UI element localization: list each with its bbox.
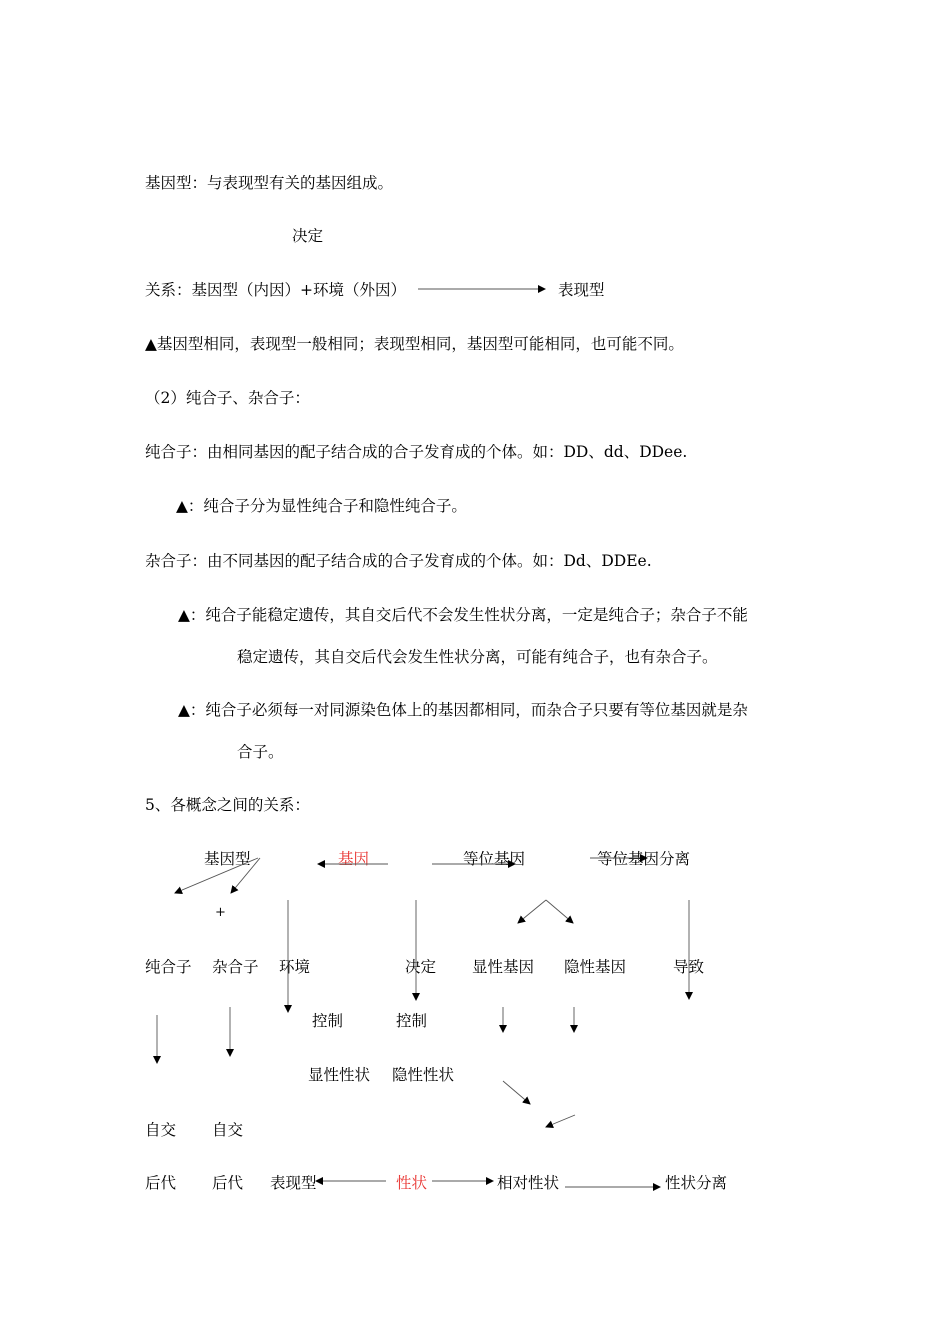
section-heading-homo-hetero: （2）纯合子、杂合子： xyxy=(145,389,310,407)
node-environment: 环境 xyxy=(279,958,311,976)
section-heading-relations: 5、各概念之间的关系： xyxy=(145,796,310,814)
relation-result: 表现型 xyxy=(558,281,605,299)
homozygote-definition: 纯合子：由相同基因的配子结合成的合子发育成的个体。如：DD、dd、DDee. xyxy=(145,443,688,461)
node-control-2: 控制 xyxy=(396,1012,428,1030)
note-stability-line1: ▲：纯合子能稳定遗传，其自交后代不会发生性状分离，一定是纯合子；杂合子不能 xyxy=(178,606,748,624)
note-alleles-line1: ▲：纯合子必须每一对同源染色体上的基因都相同，而杂合子只要有等位基因就是杂 xyxy=(178,701,748,719)
node-decide: 决定 xyxy=(405,958,437,976)
note-homozygote-types: ▲：纯合子分为显性纯合子和隐性纯合子。 xyxy=(176,497,467,515)
arrow-recessive-trait-converge xyxy=(546,1115,575,1127)
node-heterozygote: 杂合子 xyxy=(212,958,259,976)
note-alleles-line2: 合子。 xyxy=(237,743,284,761)
arrow-allele-to-recessive xyxy=(546,900,573,923)
node-recessive-trait: 隐性性状 xyxy=(392,1066,455,1084)
node-allele-segregation: 等位基因分离 xyxy=(597,850,691,868)
node-trait: 性状 xyxy=(396,1174,428,1192)
node-offspring-1: 后代 xyxy=(145,1174,177,1192)
decide-label: 决定 xyxy=(292,227,324,245)
node-dominant-gene: 显性基因 xyxy=(472,958,535,976)
node-recessive-gene: 隐性基因 xyxy=(564,958,627,976)
node-lead-to: 导致 xyxy=(673,958,705,976)
node-trait-segregation: 性状分离 xyxy=(665,1174,728,1192)
note-genotype-phenotype: ▲基因型相同，表现型一般相同；表现型相同，基因型可能相同，也可能不同。 xyxy=(145,335,684,353)
relation-text: 关系：基因型（内因）+环境（外因） xyxy=(145,281,406,299)
node-gene: 基因 xyxy=(338,850,370,868)
node-relative-trait: 相对性状 xyxy=(497,1174,560,1192)
node-homozygote: 纯合子 xyxy=(145,958,192,976)
node-phenotype: 表现型 xyxy=(270,1174,317,1192)
node-allele: 等位基因 xyxy=(463,850,526,868)
node-genotype: 基因型 xyxy=(204,850,251,868)
node-selfing-2: 自交 xyxy=(212,1121,244,1139)
arrow-allele-to-dominant xyxy=(518,900,546,923)
node-plus: + xyxy=(215,905,226,920)
node-offspring-2: 后代 xyxy=(212,1174,244,1192)
genotype-definition: 基因型：与表现型有关的基因组成。 xyxy=(145,174,394,192)
heterozygote-definition: 杂合子：由不同基因的配子结合成的合子发育成的个体。如：Dd、DDEe. xyxy=(145,552,652,570)
node-dominant-trait: 显性性状 xyxy=(308,1066,371,1084)
note-stability-line2: 稳定遗传，其自交后代会发生性状分离，可能有纯合子，也有杂合子。 xyxy=(237,648,718,666)
node-selfing-1: 自交 xyxy=(145,1121,177,1139)
arrow-dominant-trait-converge xyxy=(503,1081,530,1104)
node-control-1: 控制 xyxy=(312,1012,344,1030)
